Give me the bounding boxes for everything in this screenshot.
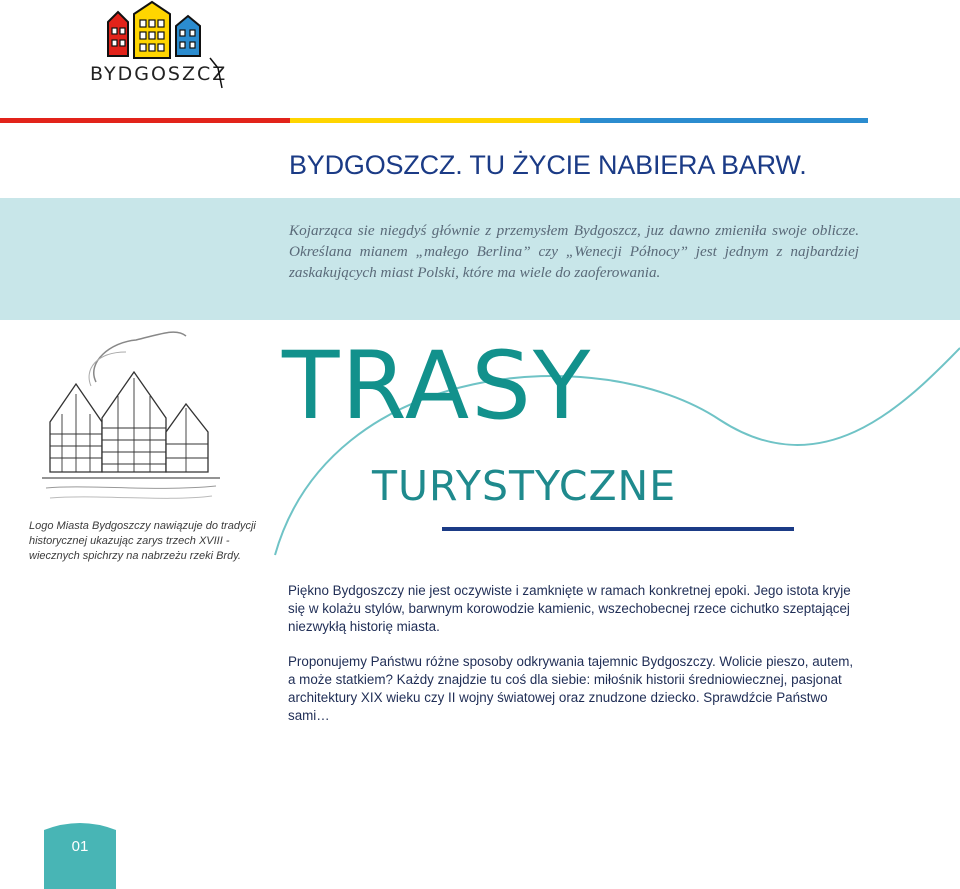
body-paragraph-2: Proponujemy Państwu różne sposoby odkrywania tajemnic Bydgoszczy. Wolicie pieszo, autem, a może statkiem? Każdy znajdzie tu coś dla siebie: miłośnik historii średniowiecznej, pasjonat architektury XIX wieku czy II wojny światowej oraz znudzone dziecko. Sprawdźcie Państwo sami… [288, 654, 854, 723]
yellow-house-icon [134, 2, 170, 58]
red-house-icon [108, 12, 128, 56]
title-underline [442, 527, 794, 531]
title-trasy: TRASY [282, 332, 593, 441]
illustration-caption [29, 519, 274, 564]
intro-text [289, 220, 859, 283]
page-headline: BYDGOSZCZ. TU ŻYCIE NABIERA BARW. [289, 150, 807, 180]
bydgoszcz-logo [82, 0, 232, 92]
title-turystyczne: TURYSTYCZNE [372, 462, 677, 510]
yellow-stripe [290, 118, 580, 123]
page-number: 01 [71, 838, 89, 855]
page-number-tab [44, 822, 116, 889]
body-paragraph-1: Piękno Bydgoszczy nie jest oczywiste i zamknięte w ramach konkretnej epoki. Jego istota kryje się w kolażu stylów, barwnym korowodzie kamienic, wszechobecnej rzece cichutko szeptającej niezwykłą historię miasta. [288, 583, 851, 634]
granaries-sketch [36, 322, 226, 514]
blue-house-icon [176, 16, 200, 56]
caption-text: Logo Miasta Bydgoszczy nawiązuje do tradycji historycznej ukazując zarys trzech XVIII - wiecznych spichrzy na nabrzeżu rzeki Brdy. [29, 520, 256, 562]
red-stripe [0, 118, 290, 123]
svg-text:BYDGOSZCZ: BYDGOSZCZ [90, 63, 228, 85]
body-text [288, 582, 858, 742]
blue-stripe [580, 118, 868, 123]
intro-paragraph: Kojarząca sie niegdyś głównie z przemysłem Bydgoszcz, juz dawno zmieniła swoje oblicze. Określana mianem „małego Berlina” czy „Wenecji Północy” jest jednym z najbardziej zaskakujących miast Polski, które ma wiele do zaoferowania. [289, 222, 859, 281]
